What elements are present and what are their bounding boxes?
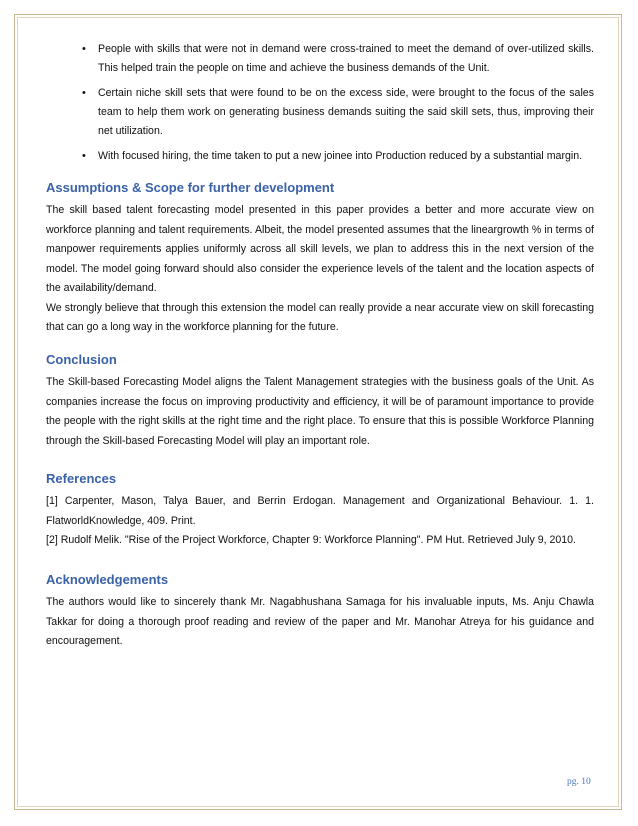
bullet-icon: • — [82, 150, 86, 162]
page-number: pg. 10 — [567, 777, 591, 787]
paragraph: We strongly believe that through this extension the model can really provide a near accurate view on skill forecasting that can go a long way in the workforce planning for the future. — [46, 301, 594, 333]
paragraph: The skill based talent forecasting model presented in this paper provides a better and more accurate view on workforce planning and talent requirements. Albeit, the model presented assumes that the lineargrowth % in terms of manpower requirements applies uniformly across all skill levels, we plan to address this in the next version of the model. The model going forward should also consider the experience levels of the talent and the location aspects of the availability/demand. — [46, 204, 594, 294]
section-heading: Conclusion — [46, 352, 117, 367]
bullet-text: With focused hiring, the time taken to put a new joinee into Production reduced by a substantial margin. — [98, 150, 583, 162]
references-section — [46, 470, 594, 551]
list-item — [82, 84, 594, 141]
bullet-text: Certain niche skill sets that were found to be on the excess side, were brought to the focus of the sales team to help them work on generating business demands suiting the said skill sets, thus, improving their net utilization. — [98, 87, 594, 137]
section-heading: References — [46, 471, 117, 486]
bullet-icon: • — [82, 87, 86, 99]
list-item — [82, 40, 594, 78]
bullet-list — [46, 40, 594, 166]
assumptions-section — [46, 179, 594, 338]
section-heading: Acknowledgements — [46, 572, 169, 587]
reference-item: [1] Carpenter, Mason, Talya Bauer, and Berrin Erdogan. Management and Organizational Behaviour. 1. 1. FlatworldKnowledge, 409. Print. — [46, 495, 594, 527]
section-heading: Assumptions & Scope for further development — [46, 180, 335, 195]
list-item — [82, 147, 594, 166]
reference-item: [2] Rudolf Melik. "Rise of the Project Workforce, Chapter 9: Workforce Planning". PM Hut. Retrieved July 9, 2010. — [46, 534, 576, 546]
paragraph: The authors would like to sincerely thank Mr. Nagabhushana Samaga for his invaluable inputs, Ms. Anju Chawla Takkar for doing a thorough proof reading and review of the paper and Mr. Manohar Atreya for his guidance and encouragement. — [46, 596, 594, 647]
conclusion-section — [46, 351, 594, 451]
paragraph: The Skill-based Forecasting Model aligns the Talent Management strategies with the business goals of the Unit. As companies increase the focus on improving productivity and efficiency, it will be of paramount importance to provide the people with the right skills at the right time and the right place. To ensure that this is possible Workforce Planning through the Skill-based Forecasting Model will play an important role. — [46, 376, 594, 447]
bullet-text: People with skills that were not in demand were cross-trained to meet the demand of over-utilized skills. This helped train the people on time and achieve the business demands of the Unit. — [98, 43, 594, 74]
page-content — [46, 40, 594, 647]
acknowledgements-section — [46, 571, 594, 652]
bullet-icon: • — [82, 43, 86, 55]
